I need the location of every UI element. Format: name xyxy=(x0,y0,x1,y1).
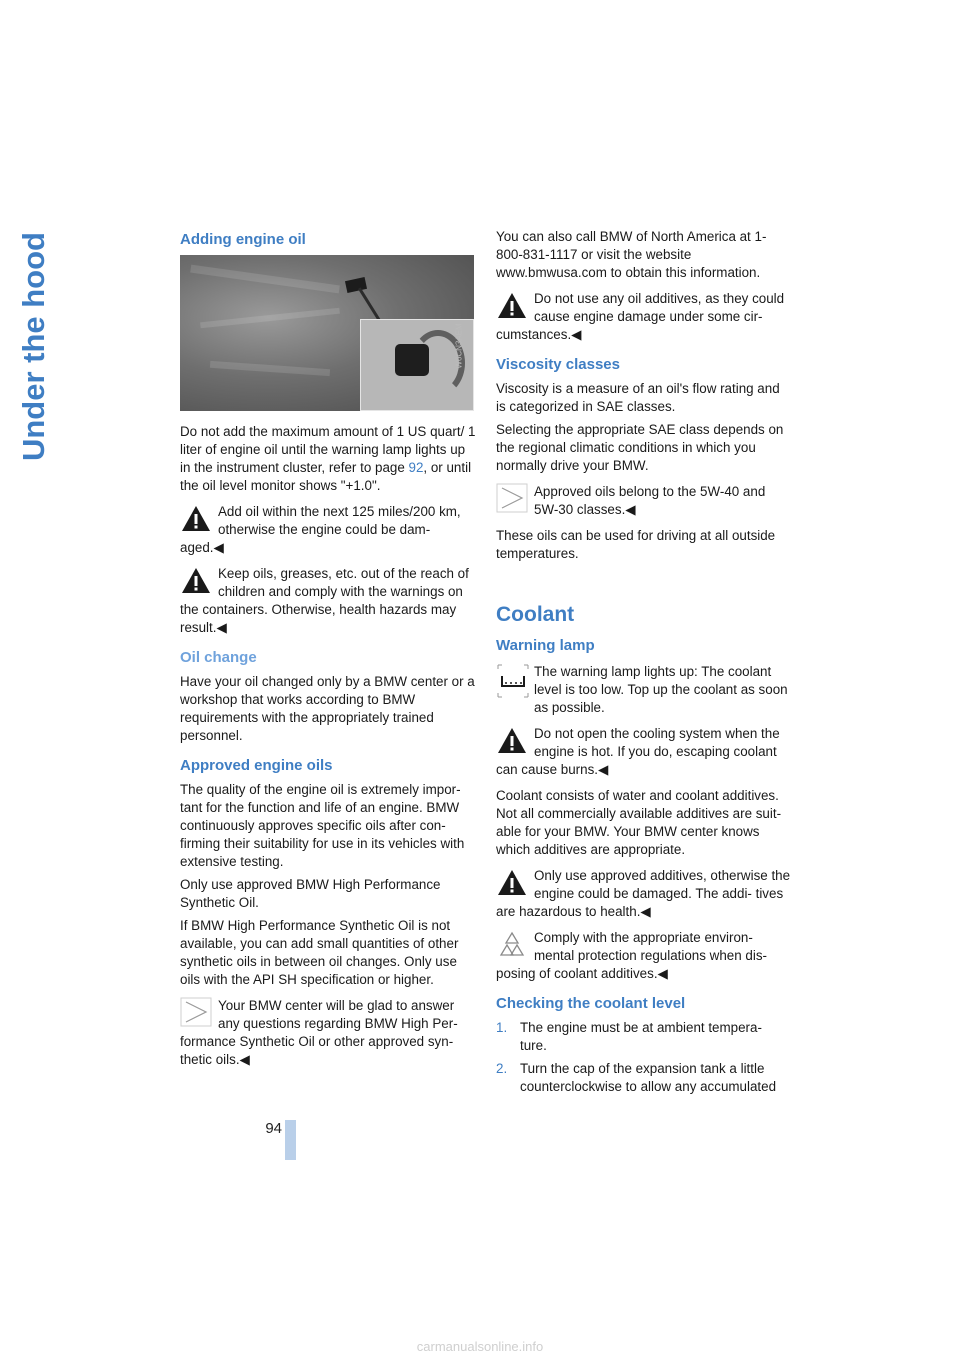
adding-text-part2: , or until the oil level monitor shows "+1.0". xyxy=(180,460,472,493)
engine-ridge xyxy=(190,265,340,294)
adding-paragraph xyxy=(180,423,476,495)
engine-ridge xyxy=(210,361,330,376)
info-note xyxy=(496,483,791,519)
info-note xyxy=(180,997,476,1069)
step-text: Turn the cap of the expansion tank a little counterclockwise to allow any accumulated xyxy=(520,1061,777,1094)
adding-text-part1: Do not add the maximum amount of 1 US quart/ 1 liter of engine oil until the warning lamp lights up in the instrument cluster, refer to page xyxy=(180,424,476,475)
heading-adding-engine-oil: Adding engine oil xyxy=(180,231,306,248)
coolant-paragraph: Coolant consists of water and coolant additives. Not all commercially available additives are suit- able for your BMW. Your BMW center knows which additives are appropriate. xyxy=(496,788,782,857)
heading-oil-change: Oil change xyxy=(180,649,257,666)
list-item xyxy=(496,1019,791,1055)
warning-triangle-icon xyxy=(496,867,530,903)
info-text: Your BMW center will be glad to answer any questions regarding BMW High Per- formance Synthetic Oil or other approved syn- thetic oils.◀ xyxy=(180,998,458,1067)
coolant-lamp-note xyxy=(496,663,791,717)
warning-note xyxy=(180,503,476,557)
right-column xyxy=(496,228,791,1101)
heading-coolant: Coolant xyxy=(496,603,575,626)
oil-change-paragraph: Have your oil changed only by a BMW center or a workshop that works according to BMW requirements with the appropriately trained personnel. xyxy=(180,674,475,743)
environment-text: Comply with the appropriate environ- mental protection regulations when dis- posing of coolant additives.◀ xyxy=(496,930,767,981)
warning-text: Do not open the cooling system when the engine is hot. If you do, escaping coolant can cause burns.◀ xyxy=(496,726,780,777)
engine-ridge xyxy=(200,308,340,329)
warning-note xyxy=(496,867,791,921)
footer-watermark[interactable]: carmanualsonline.info xyxy=(416,1339,544,1354)
warning-note xyxy=(496,725,791,779)
heading-viscosity-classes: Viscosity classes xyxy=(496,356,620,373)
warning-triangle-icon xyxy=(180,565,214,601)
info-text: Approved oils belong to the 5W-40 and 5W-30 classes.◀ xyxy=(534,484,766,517)
warning-triangle-icon xyxy=(496,290,530,326)
oil-filler-cap-marker xyxy=(345,277,367,293)
lamp-text: The warning lamp lights up: The coolant level is too low. Top up the coolant as soon as possible. xyxy=(534,664,788,715)
left-column xyxy=(180,228,476,1077)
chapter-title: Under the hood xyxy=(16,232,51,462)
warning-text: Do not use any oil additives, as they could cause engine damage under some cir- cumstances.◀ xyxy=(496,291,785,342)
environment-note xyxy=(496,929,791,983)
warning-text: Add oil within the next 125 miles/200 km, otherwise the engine could be dam- aged.◀ xyxy=(180,504,461,555)
heading-approved-engine-oils: Approved engine oils xyxy=(180,757,333,774)
page-number: 94 xyxy=(265,1120,282,1137)
info-arrow-icon xyxy=(496,483,530,519)
side-chapter-tab xyxy=(14,232,54,462)
recycle-icon xyxy=(496,929,530,965)
warning-note xyxy=(496,290,791,344)
warning-text: Keep oils, greases, etc. out of the reach of children and comply with the warnings on the containers. Otherwise, health hazards may result.◀ xyxy=(180,566,469,635)
page-link-92[interactable]: 92 xyxy=(408,460,424,475)
approved-paragraph-3: If BMW High Performance Synthetic Oil is not available, you can add small quantities of other synthetic oils in between oil changes. Only use oils with the API SH specification or higher. xyxy=(180,918,459,987)
viscosity-paragraph-1: Viscosity is a measure of an oil's flow rating and is categorized in SAE classes. xyxy=(496,381,780,414)
warning-triangle-icon xyxy=(180,503,214,539)
heading-warning-lamp: Warning lamp xyxy=(496,637,595,654)
viscosity-paragraph-2: Selecting the appropriate SAE class depends on the regional climatic conditions in which you normally drive your BMW. xyxy=(496,422,784,473)
coolant-level-lamp-icon xyxy=(496,663,530,699)
info-arrow-icon xyxy=(180,997,214,1033)
coolant-check-steps xyxy=(496,1019,791,1096)
warning-note xyxy=(180,565,476,637)
step-number: 1. xyxy=(496,1020,508,1035)
figure-code: W6CN3AEM xyxy=(454,323,464,369)
list-item xyxy=(496,1060,791,1096)
page-number-bar xyxy=(285,1120,296,1160)
heading-checking-coolant-level: Checking the coolant level xyxy=(496,995,686,1012)
call-bmw-paragraph: You can also call BMW of North America at 1-800-831-1117 or visit the website www.bmwusa.com to obtain this information. xyxy=(496,229,767,280)
step-number: 2. xyxy=(496,1061,508,1076)
warning-triangle-icon xyxy=(496,725,530,761)
engine-oil-filler-figure xyxy=(180,255,474,411)
warning-text: Only use approved additives, otherwise the engine could be damaged. The addi- tives are hazardous to health.◀ xyxy=(496,868,791,919)
step-text: The engine must be at ambient tempera- ture. xyxy=(520,1020,762,1053)
viscosity-paragraph-3: These oils can be used for driving at all outside temperatures. xyxy=(496,528,776,561)
approved-paragraph-1: The quality of the engine oil is extremely impor- tant for the function and life of an engine. BMW continuously approves specific oils after con- firming their suitability for use in its vehicles with extensive testing. xyxy=(180,782,465,869)
approved-paragraph-2: Only use approved BMW High Performance Synthetic Oil. xyxy=(180,877,441,910)
